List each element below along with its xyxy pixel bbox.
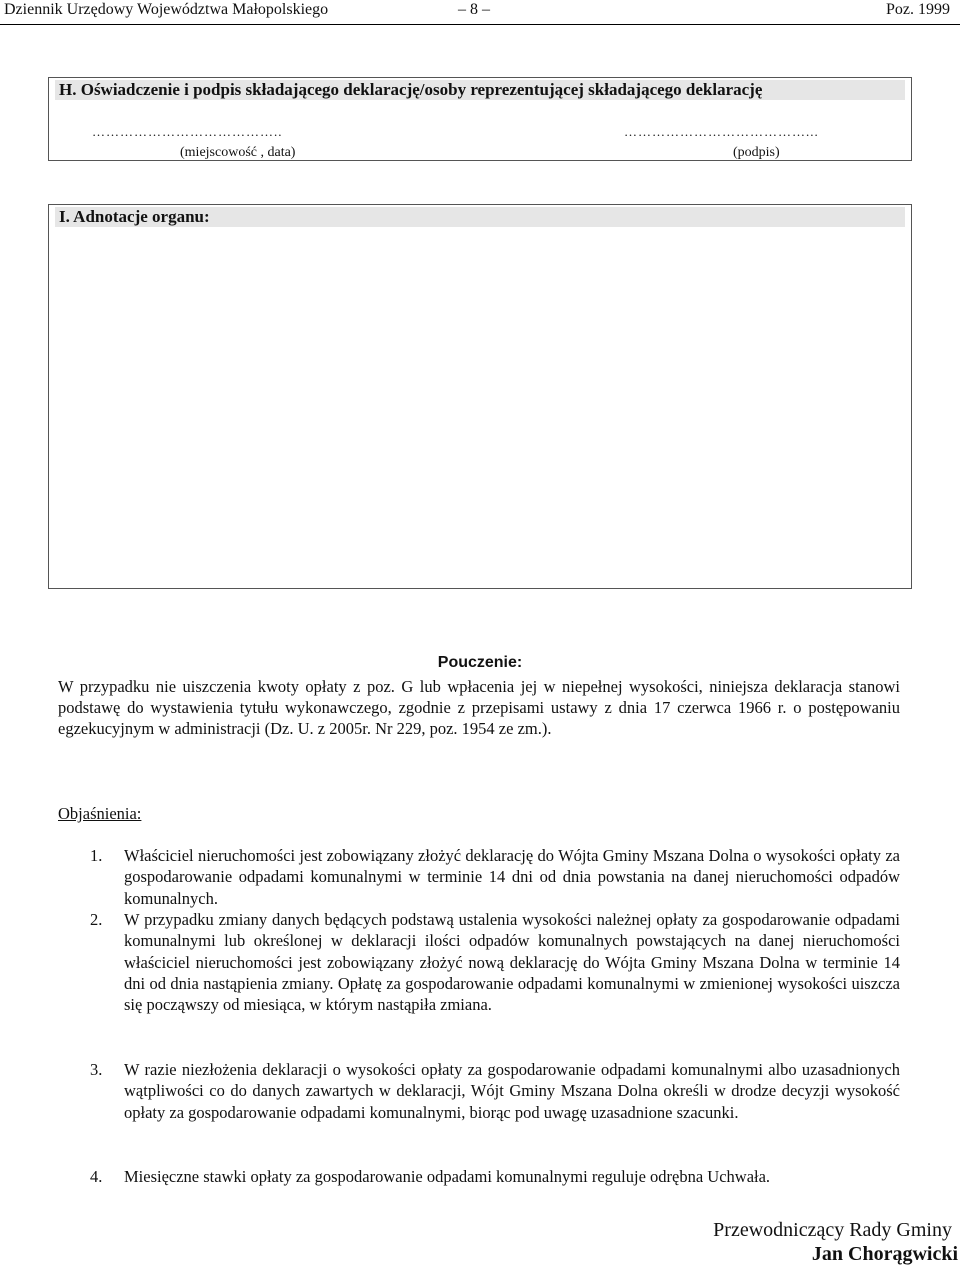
section-h-title: H. Oświadczenie i podpis składającego deklarację/osoby reprezentującej składającego deklarację	[55, 80, 905, 100]
explanation-text: W razie niezłożenia deklaracji o wysokości opłaty za gospodarowanie odpadami komunalnymi albo uzasadnionych wątpliwości co do danych zawartych w deklaracji, Wójt Gminy Mszana Dolna określi w drodze decyzji wysokość opłaty za gospodarowanie odpadami komunalnymi, biorąc pod uwagę uzasadnione szacunki.	[124, 1060, 900, 1122]
page-number: – 8 –	[458, 1, 490, 18]
signature-line: …………………………………...	[624, 124, 819, 139]
signatory-name: Jan Chorągwicki	[811, 1243, 958, 1265]
explanation-item	[90, 845, 900, 909]
journal-title: Dziennik Urzędowy Województwa Małopolskiego	[4, 1, 329, 18]
section-h-declaration-signature	[48, 77, 912, 161]
explanation-text: W przypadku zmiany danych będących podstawą ustalenia wysokości należnej opłaty za gospodarowanie odpadami komunalnymi lub określonej w deklaracji ilości odpadów komunalnych powstających na danej nieruchomości właściciel nieruchomości jest zobowiązany złożyć nową deklarację do Wójta Gminy Mszana Dolna w terminie 14 dni od dnia nastąpienia zmiany. Opłatę za gospodarowanie odpadami komunalnymi w zmienionej wysokości uiszcza się począwszy od miesiąca, w którym nastąpiła zmiana.	[124, 910, 900, 1015]
explanations-title: Objaśnienia:	[58, 804, 142, 823]
explanation-item	[90, 1166, 900, 1187]
signatory-role: Przewodniczący Rady Gminy	[713, 1219, 952, 1241]
section-i-authority-notes	[48, 204, 912, 589]
explanation-item	[90, 1059, 900, 1123]
explanation-number: 3.	[90, 1060, 103, 1079]
explanation-item	[90, 909, 900, 1015]
instruction-text: W przypadku nie uiszczenia kwoty opłaty z poz. G lub wpłacenia jej w niepełnej wysokości, niniejsza deklaracja stanowi podstawę do wystawienia tytułu wykonawczego, zgodnie z przepisami ustawy z dnia 17 czerwca 1966 r. o postępowaniu egzekucyjnym w administracji (Dz. U. z 2005r. Nr 229, poz. 1954 ze zm.).	[58, 677, 900, 738]
place-date-line: …………………………………..	[92, 124, 283, 139]
page-header	[0, 0, 960, 25]
explanation-number: 1.	[90, 846, 103, 865]
explanation-number: 2.	[90, 910, 103, 929]
place-date-caption: (miejscowość , data)	[180, 145, 296, 160]
explanation-number: 4.	[90, 1167, 103, 1186]
section-i-title: I. Adnotacje organu:	[55, 207, 905, 227]
signature-caption: (podpis)	[733, 145, 780, 160]
explanation-text: Miesięczne stawki opłaty za gospodarowanie odpadami komunalnymi reguluje odrębna Uchwała.	[124, 1167, 771, 1186]
explanation-text: Właściciel nieruchomości jest zobowiązany złożyć deklarację do Wójta Gminy Mszana Dolna o wysokości opłaty za gospodarowanie odpadami komunalnymi w terminie 14 dni od dnia powstania na danej nieruchomości odpadów komunalnych.	[124, 846, 900, 908]
position-number: Poz. 1999	[886, 1, 950, 18]
instruction-title: Pouczenie:	[437, 654, 523, 671]
